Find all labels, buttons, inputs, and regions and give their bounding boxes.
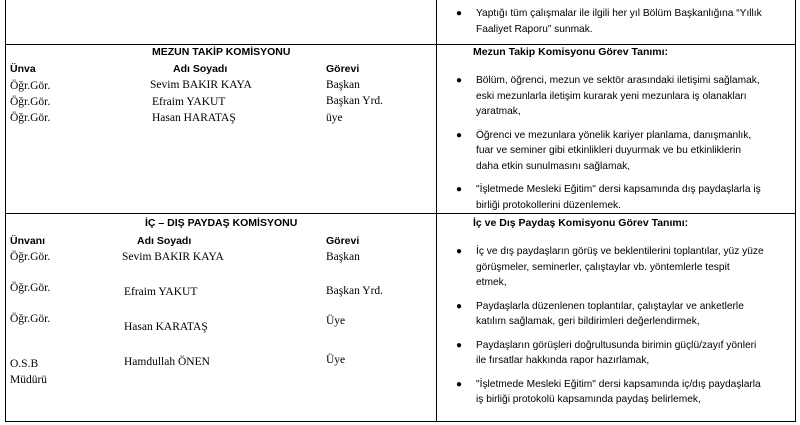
mezun-member-unvan: Öğr.Gör. [10,80,51,92]
mezun-member-unvan: Öğr.Gör. [10,112,51,124]
ic-dis-member-role: Başkan [326,251,360,263]
table-column-divider [436,0,437,422]
ic-dis-duty-title: İç ve Dış Paydaş Komisyonu Görev Tanımı: [473,217,689,229]
duty-line: "İşletmede Mesleki Eğitim" dersi kapsamında iç/dış paydaşlarla [476,378,761,390]
duty-line: fuar ve seminer gibi etkinlikleri duyurmak ve bu etkinliklerin [476,145,741,156]
duty-line: daha etkin sunulmasını sağlamak, [476,160,631,172]
ic-dis-member-name: Hamdullah ÖNEN [124,356,210,368]
ic-dis-member-unvan: Öğr.Gör. [10,313,51,325]
ic-dis-col-adsoyad: Adı Soyadı [137,235,192,247]
mezun-member-name: Sevim BAKIR KAYA [150,79,252,91]
ic-dis-col-unvan: Ünvanı [10,235,46,247]
duty-line: İç ve dış paydaşların görüş ve beklentilerini toplantılar, yüz yüze [476,246,764,257]
ic-dis-title: İÇ – DIŞ PAYDAŞ KOMİSYONU [145,217,298,229]
mezun-member-unvan: Öğr.Gör. [10,96,51,108]
mezun-takip-title: MEZUN TAKİP KOMİSYONU [152,46,291,58]
ic-dis-member-name: Hasan KARATAŞ [124,321,208,333]
mezun-duty-list [454,73,794,213]
mezun-member-name: Efraim YAKUT [152,96,226,108]
ic-dis-member-role: Üye [326,315,346,327]
ic-dis-duty-list [454,244,794,408]
duty-line: Paydaşlarla düzenlenen toplantılar, çalıştaylar ve anketlerle [476,300,744,312]
ic-dis-col-gorevi: Görevi [326,235,360,247]
mezun-member-role: üye [326,112,343,124]
mezun-member-name: Hasan HARATAŞ [152,112,236,124]
ic-dis-member-role: Başkan Yrd. [326,285,384,297]
mezun-col-adsoyad: Adı Soyadı [173,63,228,75]
list-item [454,73,794,120]
mezun-col-gorevi: Görevi [326,63,360,75]
ic-dis-member-unvan-line2: Müdürü [10,374,48,386]
ic-dis-member-unvan: Öğr.Gör. [10,282,51,294]
duty-line: ile fırsatlar hakkında rapor hazırlamak, [476,355,650,366]
duty-line: Öğrenci ve mezunlara yönelik kariyer planlama, danışmanlık, [476,129,752,141]
table-border-right [795,0,796,422]
duty-line: etmek, [476,277,507,288]
table-border-section-divider [5,213,796,214]
table-border-top-section-bottom [5,44,796,45]
bullet-icon: ● [456,129,463,141]
ic-dis-member-name: Efraim YAKUT [124,286,198,298]
duty-line: katılım sağlamak, geri bildirimleri değerlendirmek, [476,316,700,327]
mezun-member-role: Başkan [326,79,360,91]
duty-line: eski mezunlarla iletişim kurarak yeni mezunlara iş olanakları [476,90,747,102]
bullet-icon: ● [456,378,463,390]
list-item [454,128,794,175]
ic-dis-member-unvan: Öğr.Gör. [10,251,51,263]
ic-dis-member-role: Üye [326,354,346,366]
list-item [454,244,794,291]
top-duty-list [454,6,794,37]
list-item [454,377,794,408]
bullet-icon: ● [456,300,463,312]
duty-line: iş birliği protokolü kapsamında paydaş belirlemek, [476,394,701,405]
list-item [454,338,794,369]
ic-dis-member-name: Sevim BAKIR KAYA [122,251,224,263]
mezun-col-unvan: Ünva [10,63,36,75]
duty-line: birliği protokollerini düzenlemek. [476,199,621,211]
mezun-duty-title: Mezun Takip Komisyonu Görev Tanımı: [473,46,669,58]
bullet-icon: ● [456,246,463,257]
bullet-icon: ● [456,339,463,351]
table-border-left [5,0,6,422]
ic-dis-member-unvan: O.S.B [10,358,39,370]
duty-line: görüşmeler, seminerler, çalıştaylar vb. yöntemlerle tespit [476,261,730,273]
bullet-icon: ● [456,75,463,86]
duty-line: yaratmak, [476,106,521,117]
list-item [454,182,794,213]
list-item [454,6,794,37]
duty-line: Paydaşların görüşleri doğrultusunda birimin güçlü/zayıf yönleri [476,339,757,351]
duty-line: Bölüm, öğrenci, mezun ve sektör arasındaki iletişimi sağlamak, [476,75,760,86]
top-duty-text: Yaptığı tüm çalışmalar ile ilgili her yıl Bölüm Başkanlığına “Yıllık Faaliyet Raporu” sunmak. [476,8,762,35]
duty-line: "İşletmede Mesleki Eğitim" dersi kapsamında dış paydaşlarla iş [476,184,761,195]
bullet-icon: ● [456,8,463,19]
table-border-bottom [5,421,796,422]
list-item [454,299,794,330]
mezun-member-role: Başkan Yrd. [326,95,384,107]
bullet-icon: ● [456,184,463,195]
